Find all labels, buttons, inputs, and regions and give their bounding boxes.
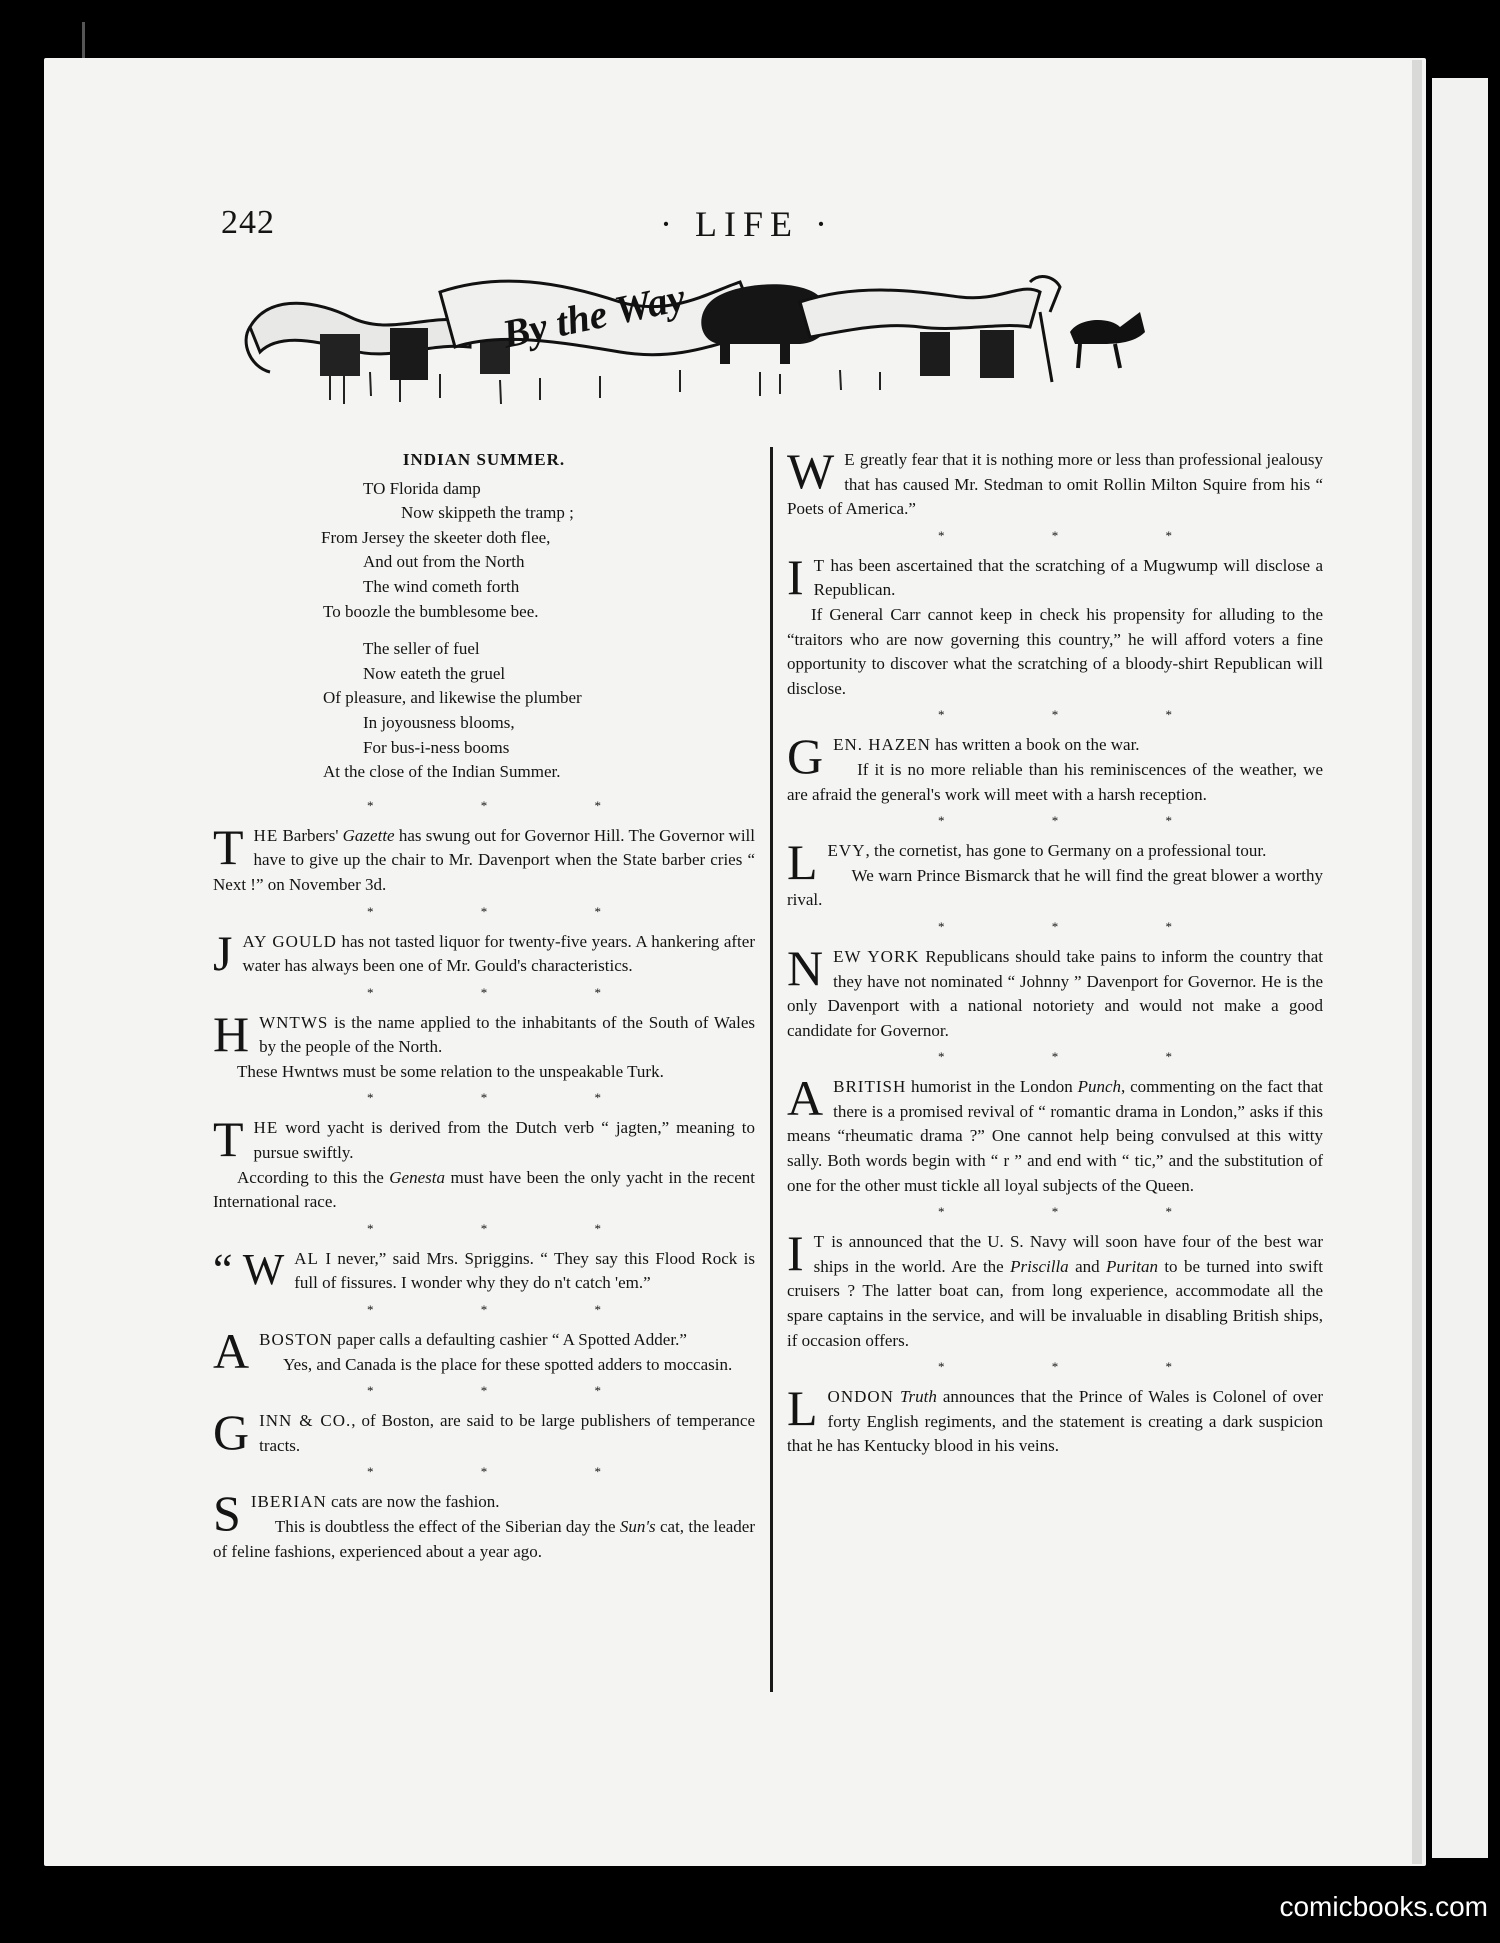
- item-text: is the name applied to the inhabitants of the South of Wales by the people of the North.: [259, 1012, 755, 1057]
- poem-line: Of pleasure, and likewise the plumber: [323, 688, 582, 708]
- banner-title: By the Way: [498, 274, 689, 357]
- item-text: , the cornetist, has gone to Germany on a professional tour.: [865, 841, 1267, 861]
- poem-line: Now eateth the gruel: [363, 663, 506, 683]
- lead-word: EVY: [827, 841, 866, 861]
- drop-cap: I: [787, 1225, 804, 1282]
- lead-word: AL: [294, 1248, 319, 1268]
- page-number: 242: [221, 204, 275, 241]
- item-text: is announced that the U. S. Navy will soon have four of the best war ships in the world. Are the: [813, 1232, 1323, 1276]
- drop-cap: “ W: [213, 1244, 285, 1294]
- lead-word: EW YORK: [833, 946, 920, 966]
- item-text: has been ascertained that the scratching of a Mugwump will disclose a Republican.: [813, 555, 1323, 600]
- lead-word: HE: [253, 825, 279, 845]
- italic-text: Sun's: [619, 1517, 656, 1536]
- separator-stars: * * *: [938, 1359, 1224, 1375]
- item-text: must have been the only yacht in the recent International race.: [213, 1167, 755, 1212]
- poem-line: At the close of the Indian Summer.: [323, 762, 561, 782]
- separator-stars: * * *: [367, 1302, 653, 1318]
- drop-cap: J: [213, 924, 233, 981]
- poem-line: In joyousness blooms,: [363, 712, 515, 732]
- poem-line: To boozle the bumblesome bee.: [323, 601, 539, 621]
- lead-word: WNTWS: [259, 1012, 329, 1032]
- facing-page-edge: [1432, 78, 1488, 1858]
- item-paragraph: Yes, and Canada is the place for these spotted adders to moccasin.: [283, 1354, 733, 1374]
- item-paragraph: If it is no more reliable than his reminiscences of the weather, we are afraid the general's work will meet with a harsh reception.: [787, 759, 1323, 804]
- paragraph-item: [787, 443, 1323, 522]
- item-text: word yacht is derived from the Dutch verb “ jagten,” meaning to pursue swiftly.: [253, 1118, 755, 1163]
- item-text: cats are now the fashion.: [326, 1492, 500, 1512]
- lead-word: INN & CO.: [259, 1411, 352, 1431]
- paragraph-item: [213, 1111, 755, 1214]
- lead-word: BOSTON: [259, 1330, 333, 1350]
- paragraph-item: [213, 1485, 756, 1564]
- paragraph-item: [213, 1323, 755, 1380]
- column-rule: [770, 447, 773, 1692]
- lead-word: BRITISH: [833, 1077, 907, 1097]
- drop-cap: A: [787, 1070, 824, 1127]
- italic-text: Puritan: [1106, 1256, 1158, 1276]
- drop-cap: A: [213, 1323, 250, 1380]
- drop-cap: I: [787, 548, 804, 605]
- separator-stars: * * *: [938, 527, 1224, 543]
- separator-stars: * * *: [367, 1464, 653, 1480]
- item-text: has not tasted liquor for twenty-five years. A hankering after water has always been one of Mr. Gould's characteristics.: [242, 931, 755, 976]
- paragraph-item: [787, 1070, 1324, 1198]
- paragraph-item: [787, 1225, 1324, 1353]
- separator-stars: * * *: [938, 707, 1224, 723]
- item-text: has swung out for Governor Hill. The Governor will have to give up the chair to Mr. Davenport when the State barber cries “ Next !” on November 3d.: [213, 825, 755, 894]
- drop-cap: G: [213, 1404, 250, 1461]
- item-paragraph: These Hwntws must be some relation to the unspeakable Turk.: [237, 1061, 664, 1081]
- lead-word: IBERIAN: [250, 1492, 327, 1512]
- italic-text: Gazette: [342, 825, 395, 845]
- poem-stanza: [323, 637, 755, 785]
- magazine-title: · LIFE ·: [660, 204, 834, 244]
- item-text: humorist in the London: [906, 1077, 1078, 1097]
- drop-cap: L: [787, 1380, 818, 1437]
- separator-stars: * * *: [938, 1204, 1224, 1220]
- lead-word: EN. HAZEN: [833, 735, 931, 755]
- page-gutter: [1412, 60, 1422, 1864]
- drop-cap: T: [213, 1111, 244, 1168]
- paragraph-item: [213, 1404, 755, 1461]
- italic-text: Genesta: [389, 1167, 445, 1187]
- item-text: Republicans should take pains to inform the country that they have not nominated “ Johnny ” Davenport for Governor. He is the only Davenport with a national notoriety and would not make a good candidate for Governor.: [787, 946, 1323, 1040]
- separator-stars: * * *: [367, 1220, 653, 1236]
- paragraph-item: [213, 1005, 755, 1085]
- separator-stars: * * *: [367, 1383, 653, 1399]
- paragraph-item: [213, 924, 755, 981]
- item-text: I never,” said Mrs. Spriggins. “ They say this Flood Rock is full of fissures. I wonder why they do n't catch 'em.”: [294, 1248, 755, 1293]
- item-paragraph: We warn Prince Bismarck that he will find the great blower a worthy rival.: [787, 865, 1323, 910]
- italic-text: Priscilla: [1010, 1256, 1069, 1276]
- item-text: According to this the: [237, 1167, 390, 1187]
- drop-cap: G: [787, 728, 824, 785]
- lead-word: ONDON: [827, 1387, 894, 1407]
- poem-title: INDIAN SUMMER.: [402, 450, 566, 469]
- italic-text: Punch: [1077, 1077, 1122, 1097]
- paragraph-item: [787, 728, 1323, 807]
- lead-word: HE: [253, 1118, 279, 1138]
- poem-line: From Jersey the skeeter doth flee,: [321, 527, 551, 547]
- poem-line: The wind cometh forth: [363, 576, 520, 596]
- item-text: and: [1068, 1256, 1106, 1276]
- poem-line: And out from the North: [363, 552, 525, 572]
- poem-line: TO Florida damp: [363, 478, 481, 498]
- paragraph-item: [787, 834, 1323, 913]
- paragraph-item: [787, 548, 1323, 702]
- poem-stanza: [323, 477, 755, 625]
- item-text: announces that the Prince of Wales is Colonel of over forty English regiments, and the statement is creating a dark suspicion that he has Kentucky blood in his veins.: [787, 1387, 1324, 1456]
- paragraph-item: [213, 1244, 755, 1296]
- item-text: , commenting on the fact that there is a promised revival of “ romantic drama in London,” asks if this means “rheumatic drama ?” One cannot help being convulsed at this witty sally. Both words begin with “ r ” and end with “ tic,” and the substitution of one for the other must tickle all loyal subjects of the Queen.: [787, 1077, 1324, 1195]
- drop-cap: L: [787, 834, 818, 891]
- item-text: , of Boston, are said to be large publishers of temperance tracts.: [259, 1411, 755, 1455]
- item-paragraph: If General Carr cannot keep in check his propensity for alluding to the “traitors who are now governing this country,” he will afford voters a fine opportunity to discover what the scratching of a bloody-shirt Republican will disclose.: [787, 604, 1323, 698]
- lead-word: T: [813, 555, 826, 575]
- item-text: cat, the leader of feline fashions, experienced about a year ago.: [213, 1517, 756, 1561]
- paragraph-item: [213, 818, 755, 898]
- drop-cap: W: [787, 443, 835, 499]
- lead-word: AY GOULD: [242, 931, 337, 951]
- drop-cap: N: [787, 939, 824, 996]
- separator-stars: * * *: [938, 918, 1224, 934]
- separator-stars: * * *: [938, 1049, 1224, 1065]
- separator-stars: * * *: [367, 903, 653, 919]
- drop-cap: T: [213, 818, 244, 875]
- separator-stars: * * *: [367, 1090, 653, 1106]
- separator-stars: * * *: [367, 797, 653, 813]
- poem: [323, 477, 755, 785]
- item-text: has written a book on the war.: [930, 735, 1140, 755]
- poem-line: The seller of fuel: [363, 639, 480, 659]
- italic-text: Truth: [899, 1387, 937, 1407]
- separator-stars: * * *: [367, 984, 653, 1000]
- lead-word: E: [844, 450, 856, 469]
- poem-line: For bus-i-ness booms: [363, 737, 510, 757]
- right-column: [787, 443, 1324, 1461]
- left-column: [213, 448, 755, 1566]
- paragraph-item: [787, 1380, 1324, 1459]
- watermark-link[interactable]: comicbooks.com: [1279, 1891, 1488, 1922]
- scan-artifact: [82, 22, 85, 58]
- separator-stars: * * *: [938, 813, 1224, 829]
- paragraph-item: [787, 939, 1323, 1043]
- by-the-way-banner: [240, 272, 1300, 412]
- item-text: greatly fear that it is nothing more or less than professional jealousy that has caused Mr. Stedman to omit Rollin Milton Squire from his “ Poets of America.”: [787, 450, 1323, 519]
- drop-cap: H: [213, 1005, 250, 1062]
- poem-line: Now skippeth the tramp ;: [401, 503, 574, 523]
- item-text: Barbers': [282, 825, 343, 845]
- item-text: paper calls a defaulting cashier “ A Spotted Adder.”: [332, 1330, 687, 1350]
- item-text: This is doubtless the effect of the Siberian day the: [274, 1517, 620, 1536]
- lead-word: T: [813, 1232, 826, 1252]
- drop-cap: S: [213, 1485, 241, 1542]
- item-text: to be turned into swift cruisers ? The latter boat can, from long experience, accommodate all the spare captains in the service, and will be invaluable in disabling British ships, if occasion offers.: [787, 1256, 1324, 1350]
